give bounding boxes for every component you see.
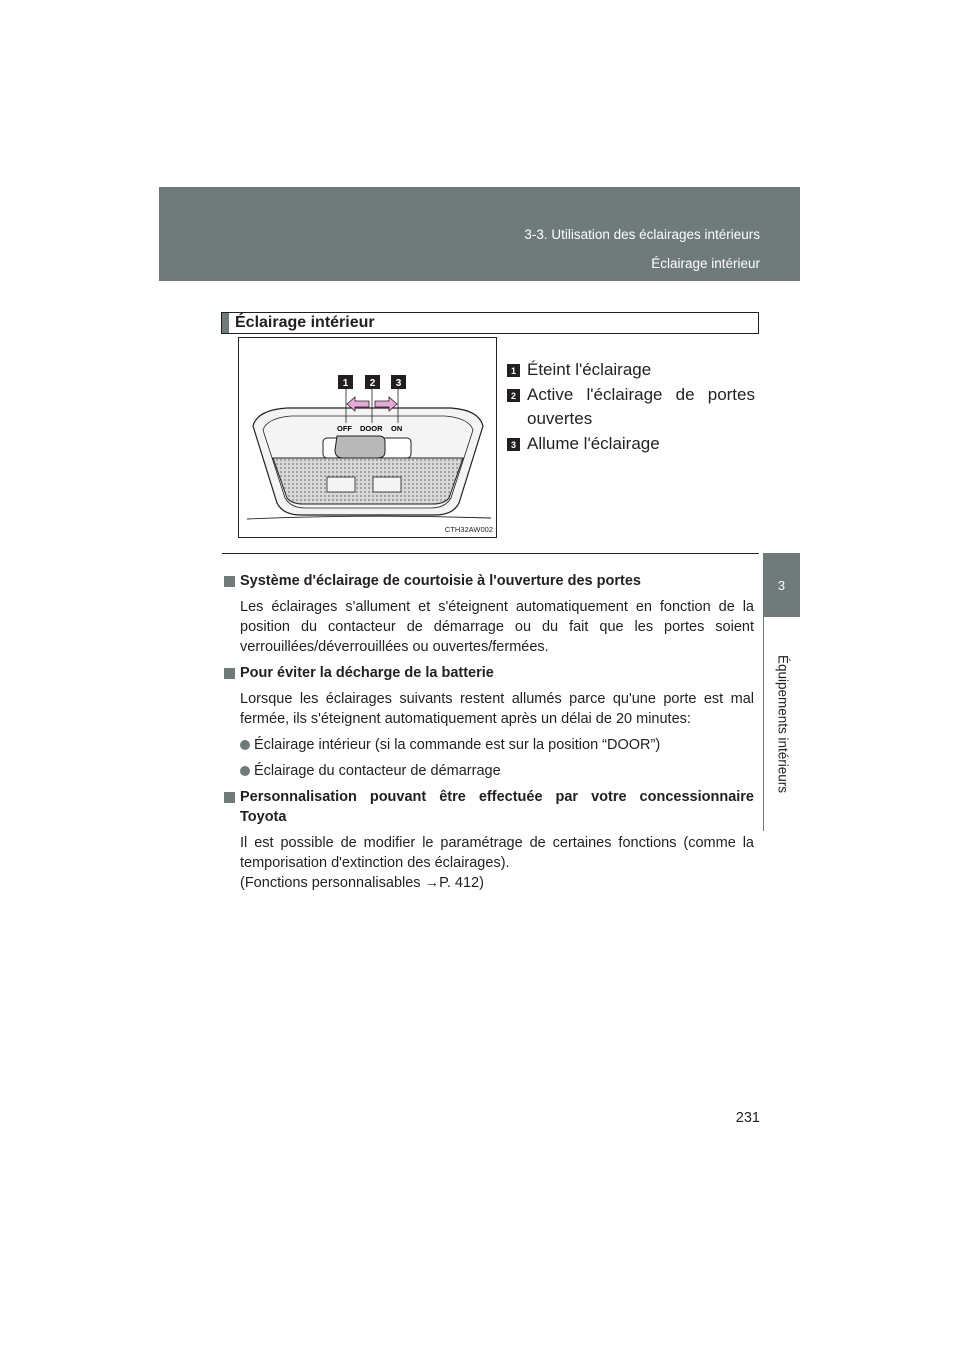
chapter-tab-number: 3 — [763, 553, 800, 617]
note-heading — [224, 663, 754, 683]
note-bullet-text: Éclairage du contacteur de démarrage — [254, 763, 501, 779]
header-section-title: 3-3. Utilisation des éclairages intérieurs — [524, 227, 760, 242]
square-bullet-icon — [224, 576, 235, 587]
note-bullet-text: Éclairage intérieur (si la commande est sur la position “DOOR”) — [254, 737, 661, 753]
lens-window-left — [327, 477, 355, 492]
switch-knob — [335, 436, 385, 458]
chapter-tab-label: Équipements intérieurs — [775, 654, 790, 794]
switch-label-on: ON — [391, 424, 403, 433]
note-bullet — [224, 761, 754, 781]
note-heading-text: Pour éviter la décharge de la batterie — [240, 665, 494, 681]
notes-section — [224, 571, 754, 899]
lens-window-right — [373, 477, 401, 492]
legend-item — [507, 383, 755, 431]
interior-light-figure — [238, 337, 497, 538]
note-bullet — [224, 735, 754, 755]
callout-3-label: 3 — [395, 378, 402, 389]
figure-code: CTH32AW002 — [444, 525, 493, 534]
note-heading-text: Système d'éclairage de courtoisie à l'ouverture des portes — [240, 573, 641, 589]
legend-number-3: 3 — [507, 438, 520, 451]
legend-item — [507, 358, 755, 382]
callout-2-label: 2 — [369, 378, 376, 389]
note-body: Il est possible de modifier le paramétrage de certaines fonctions (comme la temporisation d'extinction des éclairages). — [240, 835, 754, 871]
header-subsection-title: Éclairage intérieur — [651, 256, 760, 271]
note-body-reference: (Fonctions personnalisables →P. 412) — [240, 875, 484, 891]
round-bullet-icon — [240, 766, 250, 776]
note-body: Les éclairages s'allument et s'éteignent automatiquement en fonction de la position du contacteur de démarrage ou du fait que les portes soient verrouillées/déverrouillées ou ouvertes/fermées. — [240, 599, 754, 655]
note-heading — [224, 571, 754, 591]
figure-legend — [507, 358, 755, 457]
square-bullet-icon — [224, 668, 235, 679]
chapter-tab — [763, 617, 801, 831]
note-heading-text: Personnalisation pouvant être effectuée par votre concessionnaire — [240, 789, 754, 805]
interior-light-illustration — [239, 338, 496, 537]
switch-label-door: DOOR — [360, 424, 383, 433]
section-title: Éclairage intérieur — [235, 314, 375, 331]
page-number: 231 — [735, 1110, 760, 1126]
section-title-bar — [221, 312, 759, 334]
section-title-accent — [222, 313, 229, 333]
section-divider — [222, 553, 759, 554]
header-band — [159, 187, 800, 281]
lamp-lens — [273, 458, 463, 504]
legend-text: Active l'éclairage de portes — [527, 385, 755, 404]
note-heading — [224, 787, 754, 827]
legend-number-2: 2 — [507, 389, 520, 402]
square-bullet-icon — [224, 792, 235, 803]
legend-text: Éteint l'éclairage — [527, 360, 652, 379]
callout-1-label: 1 — [342, 378, 349, 389]
legend-item — [507, 432, 755, 456]
legend-text-continued: ouvertes — [527, 409, 593, 428]
headliner-line — [247, 516, 491, 519]
note-body: Lorsque les éclairages suivants restent allumés parce qu'une porte est mal fermée, ils s'éteignent automatiquement après un délai de 20 minutes: — [240, 691, 754, 727]
legend-number-1: 1 — [507, 364, 520, 377]
switch-label-off: OFF — [337, 424, 352, 433]
round-bullet-icon — [240, 740, 250, 750]
legend-text: Allume l'éclairage — [527, 434, 660, 453]
note-heading-text-continued: Toyota — [240, 809, 287, 825]
